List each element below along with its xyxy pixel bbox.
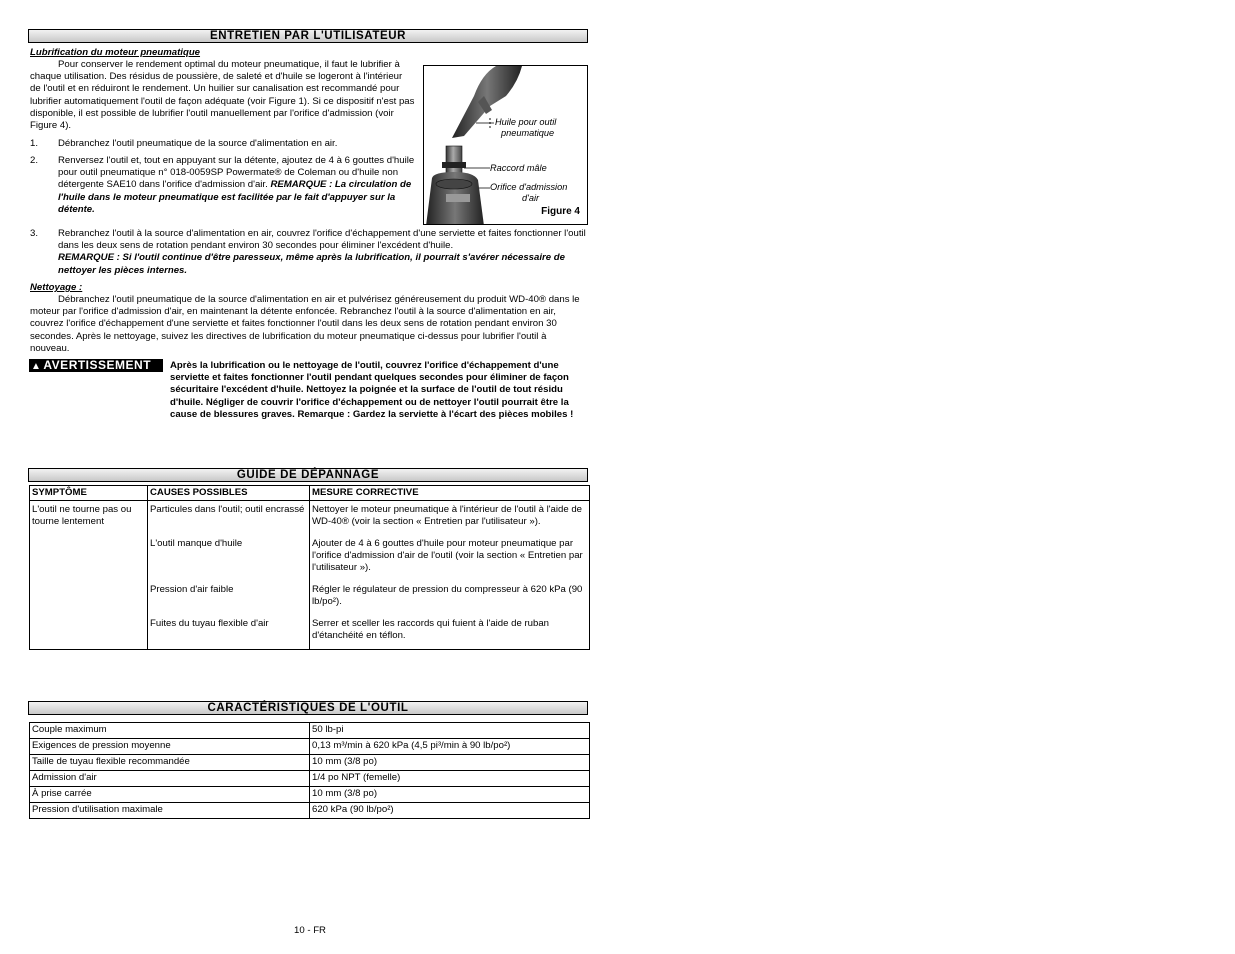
figure-label-male-fitting: Raccord mâle bbox=[490, 163, 547, 173]
spec-value: 620 kPa (90 lb/po²) bbox=[310, 803, 590, 819]
troubleshooting-table bbox=[29, 485, 590, 650]
subsection-title-nettoyage: Nettoyage : bbox=[30, 282, 83, 293]
figure-label-air-inlet bbox=[490, 182, 567, 204]
column-header-remedy: MESURE CORRECTIVE bbox=[310, 486, 590, 501]
step-number: 1. bbox=[30, 138, 39, 149]
figure-caption: Figure 4 bbox=[541, 205, 580, 217]
spec-value: 10 mm (3/8 po) bbox=[310, 787, 590, 803]
spec-label: Admission d'air bbox=[30, 771, 310, 787]
figure-4 bbox=[423, 65, 588, 225]
page-number: 10 - FR bbox=[294, 925, 326, 936]
step-number: 2. bbox=[30, 155, 39, 166]
table-row bbox=[30, 787, 590, 803]
step-2-body: Renversez l'outil et, tout en appuyant sur la détente, ajoutez de 4 à 6 gouttes d'huile pour outil pneumatique n° 018-0059SP Powermate® de Coleman ou d'huile non détergente SAE10 dans l'orifice d'admission d'air. bbox=[58, 155, 415, 191]
table-row bbox=[30, 771, 590, 787]
spec-label: Pression d'utilisation maximale bbox=[30, 803, 310, 819]
column-header-causes: CAUSES POSSIBLES bbox=[148, 486, 310, 501]
warning-text: Après la lubrification ou le nettoyage de l'outil, couvrez l'orifice d'échappement d'une serviette et faites fonctionner l'outil pendant quelques secondes pour éliminer de façon sécuritaire l'excédent d'huile. Nettoyez la poignée et la surface de l'outil de tout résidu d'huile. Négliger de couvrir l'orifice d'échappement ou de nettoyer l'outil pourrait être la cause de blessures graves. Remarque : Gardez la serviette à l'écart des pièces mobiles ! bbox=[170, 360, 574, 420]
cause-cell: Fuites du tuyau flexible d'air bbox=[148, 615, 310, 650]
cause-cell: L'outil manque d'huile bbox=[148, 535, 310, 581]
table-row bbox=[30, 803, 590, 819]
remedy-cell: Régler le régulateur de pression du compresseur à 620 kPa (90 lb/po²). bbox=[312, 584, 583, 608]
section-header-entretien: ENTRETIEN PAR L'UTILISATEUR bbox=[28, 29, 588, 43]
step-3-body: Rebranchez l'outil à la source d'alimentation en air, couvrez l'orifice d'échappement d'une serviette et faites fonctionner l'outil dans les deux sens de rotation pendant environ 30 secondes pour éliminer l'excédent d'huile. bbox=[58, 228, 586, 252]
subsection-title-lubrification: Lubrification du moteur pneumatique bbox=[30, 47, 201, 58]
male-fitting-shape bbox=[446, 146, 462, 174]
spec-label: Couple maximum bbox=[30, 723, 310, 739]
symptom-cell: L'outil ne tourne pas ou tourne lentement bbox=[30, 501, 148, 650]
cause-cell: Particules dans l'outil; outil encrassé bbox=[148, 501, 310, 536]
nettoyage-text: Débranchez l'outil pneumatique de la source d'alimentation en air et pulvérisez généreusement du produit WD-40® dans le moteur par l'orifice d'admission d'air, en maintenant la détente enfoncée. Rebranchez l'outil à la source d'alimentation en air, couvrez l'orifice d'échappement d'une serviette et faites fonctionner l'outil dans les deux sens de rotation pendant environ 30 secondes. Après le nettoyage, suivez les directives de lubrification du moteur pneumatique ci-dessus pour lubrifier l'outil à nouveau. bbox=[30, 294, 580, 354]
step-number: 3. bbox=[30, 228, 39, 239]
spec-value: 0,13 m³/min à 620 kPa (4,5 pi³/min à 90 lb/po²) bbox=[310, 739, 590, 755]
spec-label: À prise carrée bbox=[30, 787, 310, 803]
warning-triangle-icon: ▲ bbox=[31, 361, 42, 372]
lubrification-intro: Pour conserver le rendement optimal du moteur pneumatique, il faut le lubrifier à chaque utilisation. Des résidus de poussière, de saleté et d'huile se logeront à l'intérieur de l'outil et en réduiront le rendement. Un huilier sur canalisation est recommandé pour lubrifier automatiquement l'outil de façon adéquate (voir Figure 1). Si ce dispositif n'est pas disponible, il est possible de lubrifier l'outil manuellement par l'orifice d'admission (voir Figure 4). bbox=[30, 59, 415, 132]
table-row bbox=[30, 501, 590, 536]
warning-badge bbox=[29, 359, 163, 372]
table-row bbox=[30, 755, 590, 771]
spec-value: 1/4 po NPT (femelle) bbox=[310, 771, 590, 787]
cause-cell: Pression d'air faible bbox=[148, 581, 310, 615]
figure-label-inlet-line1: Orifice d'admission bbox=[490, 182, 568, 192]
section-header-depannage: GUIDE DE DÉPANNAGE bbox=[28, 468, 588, 482]
column-header-symptom: SYMPTÔME bbox=[30, 486, 148, 501]
remedy-cell: Ajouter de 4 à 6 gouttes d'huile pour moteur pneumatique par l'orifice d'admission d'air de l'outil (voir la section « Entretien par l'utilisateur »). bbox=[312, 538, 583, 574]
spec-label: Taille de tuyau flexible recommandée bbox=[30, 755, 310, 771]
figure-label-oil-line2: pneumatique bbox=[501, 128, 555, 138]
figure-label-oil-line1: Huile pour outil bbox=[495, 117, 557, 127]
spec-value: 10 mm (3/8 po) bbox=[310, 755, 590, 771]
step-3-note: REMARQUE : Si l'outil continue d'être paresseux, même après la lubrification, il pourrait s'avérer nécessaire de nettoyer les pièces internes. bbox=[58, 252, 565, 276]
table-row bbox=[30, 739, 590, 755]
spec-value: 50 lb-pi bbox=[310, 723, 590, 739]
figure-label-oil bbox=[495, 117, 556, 139]
figure-label-inlet-line2: d'air bbox=[522, 193, 540, 203]
step-2-note: REMARQUE : La circulation de l'huile dans le moteur pneumatique est facilitée par le fait d'appuyer sur la détente. bbox=[58, 179, 412, 215]
table-header-row bbox=[30, 486, 590, 501]
warning-label: AVERTISSEMENT bbox=[43, 359, 152, 372]
remedy-cell: Nettoyer le moteur pneumatique à l'intérieur de l'outil à l'aide de WD-40® (voir la section « Entretien par l'utilisateur »). bbox=[312, 504, 583, 528]
remedy-cell: Serrer et sceller les raccords qui fuient à l'aide de ruban d'étanchéité en téflon. bbox=[312, 618, 550, 642]
step-1-text: Débranchez l'outil pneumatique de la source d'alimentation en air. bbox=[58, 138, 338, 149]
section-header-caracteristiques: CARACTÉRISTIQUES DE L'OUTIL bbox=[28, 701, 588, 715]
table-row bbox=[30, 723, 590, 739]
step-2-text bbox=[58, 155, 418, 216]
step-3-text bbox=[58, 228, 588, 277]
spec-label: Exigences de pression moyenne bbox=[30, 739, 310, 755]
specifications-table bbox=[29, 722, 590, 819]
